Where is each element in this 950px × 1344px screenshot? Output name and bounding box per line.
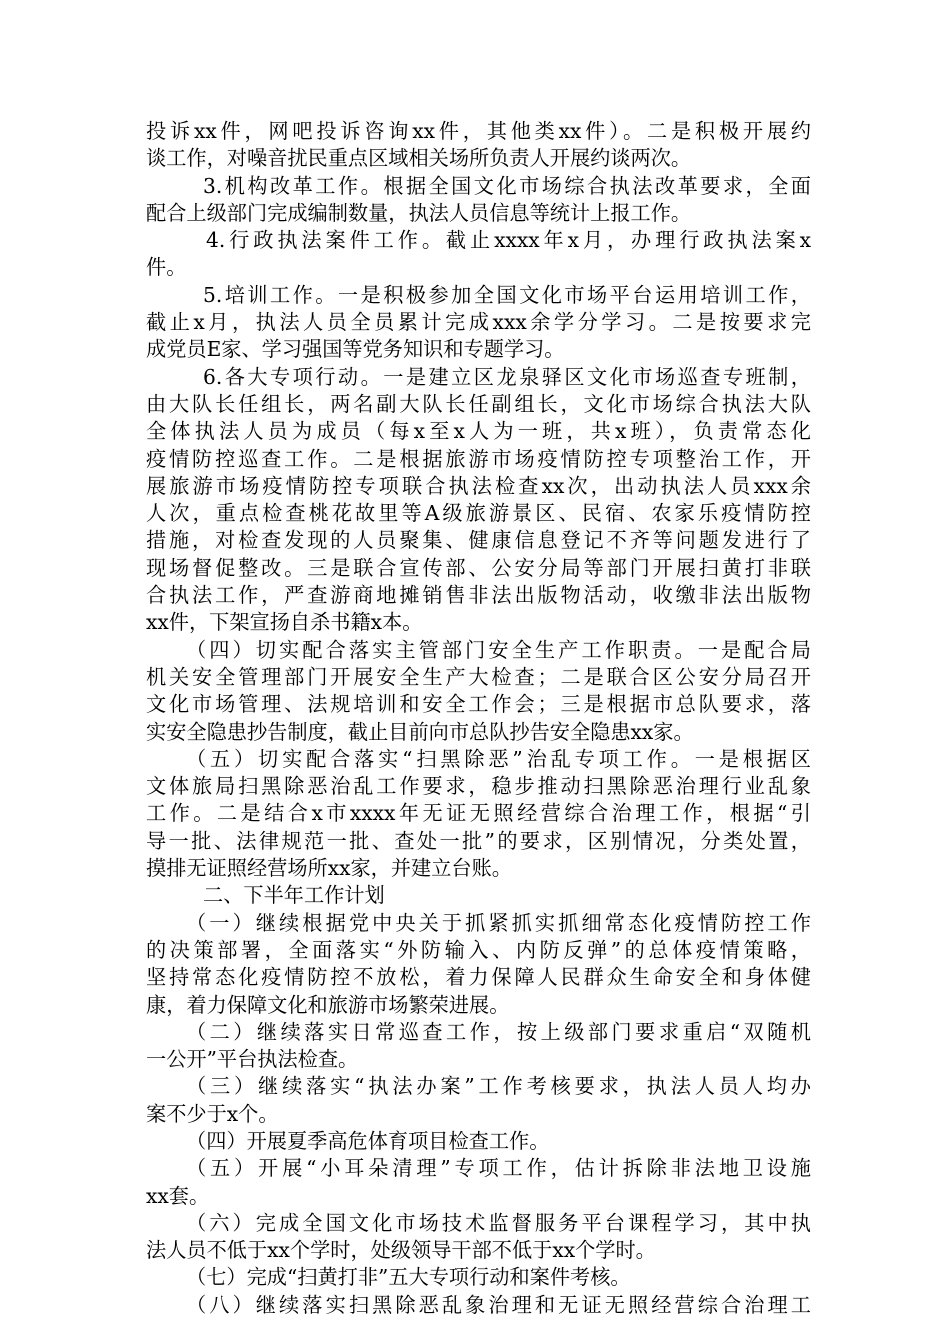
text-line: 实安全隐患抄告制度，截止目前向市总队抄告安全隐患xx家。 bbox=[146, 719, 694, 744]
text-line: 谈工作，对噪音扰民重点区域相关场所负责人开展约谈两次。 bbox=[146, 146, 692, 171]
text-line: 案不少于x个。 bbox=[146, 1101, 279, 1126]
text-line: （四）开展夏季高危体育项目检查工作。 bbox=[186, 1128, 550, 1153]
text-line: 件。 bbox=[146, 255, 187, 280]
text-line: 截止x月，执法人员全员累计完成xxx余学分学习。二是按要求完 bbox=[146, 310, 811, 335]
text-line: 投诉xx件，网吧投诉咨询xx件，其他类xx件）。二是积极开展约 bbox=[146, 119, 811, 143]
text-line: 法人员不低于xx个学时，处级领导干部不低于xx个学时。 bbox=[146, 1238, 656, 1263]
text-line: 文体旅局扫黑除恶治乱工作要求，稳步推动扫黑除恶治理行业乱象 bbox=[146, 774, 811, 799]
text-line: （五）切实配合落实“扫黑除恶”治乱专项工作。一是根据区 bbox=[186, 746, 811, 771]
text-line: 现场督促整改。三是联合宣传部、公安分局等部门开展扫黄打非联 bbox=[146, 555, 811, 580]
text-line: 文化市场管理、法规培训和安全工作会；三是根据市总队要求，落 bbox=[146, 692, 811, 717]
section-heading: 二、下半年工作计划 bbox=[203, 883, 385, 908]
text-line: （五）开展“小耳朵清理”专项工作，估计拆除非法地卫设施 bbox=[186, 1156, 811, 1181]
text-line: 配合上级部门完成编制数量，执法人员信息等统计上报工作。 bbox=[146, 200, 692, 225]
text-line: 5.培训工作。一是积极参加全国文化市场平台运用培训工作， bbox=[203, 282, 811, 307]
text-line: 人次，重点检查桃花故里等A级旅游景区、民宿、农家乐疫情防控 bbox=[146, 501, 811, 526]
text-line: 疫情防控巡查工作。二是根据旅游市场疫情防控专项整治工作，开 bbox=[146, 446, 811, 471]
text-line: （六）完成全国文化市场技术监督服务平台课程学习，其中执 bbox=[186, 1210, 811, 1235]
text-line: （一）继续根据党中央关于抓紧抓实抓细常态化疫情防控工作 bbox=[186, 910, 811, 935]
text-line: 成党员E家、学习强国等党务知识和专题学习。 bbox=[146, 337, 565, 362]
text-line: 4.行政执法案件工作。截止xxxx年x月，办理行政执法案x bbox=[206, 228, 811, 253]
text-line: （三）继续落实“执法办案”工作考核要求，执法人员人均办 bbox=[186, 1074, 811, 1099]
text-line: （八）继续落实扫黑除恶乱象治理和无证无照经营综合治理工 bbox=[186, 1292, 811, 1317]
text-line: 导一批、法律规范一批、查处一批”的要求，区别情况，分类处置， bbox=[146, 828, 811, 853]
text-line: 坚持常态化疫情防控不放松，着力保障人民群众生命安全和身体健 bbox=[146, 965, 811, 990]
text-line: 机关安全管理部门开展安全生产大检查；二是联合区公安分局召开 bbox=[146, 664, 811, 689]
text-line: 的决策部署，全面落实“外防输入、内防反弹”的总体疫情策略， bbox=[146, 937, 811, 962]
document-body bbox=[146, 118, 811, 1319]
text-line: （二）继续落实日常巡查工作，按上级部门要求重启“双随机 bbox=[186, 1019, 811, 1044]
text-line: （四）切实配合落实主管部门安全生产工作职责。一是配合局 bbox=[186, 637, 811, 662]
text-line: 3.机构改革工作。根据全国文化市场综合执法改革要求，全面 bbox=[203, 173, 811, 198]
text-line: 由大队长任组长，两名副大队长任副组长，文化市场综合执法大队 bbox=[146, 391, 811, 416]
text-line: （七）完成“扫黄打非”五大专项行动和案件考核。 bbox=[186, 1265, 631, 1290]
text-line: xx套。 bbox=[146, 1183, 210, 1208]
text-line: 摸排无证照经营场所xx家，并建立台账。 bbox=[146, 856, 512, 881]
text-line: 展旅游市场疫情防控专项联合执法检查xx次，出动执法人员xxx余 bbox=[146, 473, 811, 498]
text-line: 合执法工作，严查游商地摊销售非法出版物活动，收缴非法出版物 bbox=[146, 583, 811, 608]
text-line: 全体执法人员为成员（每x至x人为一班，共x班），负责常态化 bbox=[146, 419, 811, 444]
text-line: 一公开”平台执法检查。 bbox=[146, 1047, 359, 1072]
text-line: 康，着力保障文化和旅游市场繁荣进展。 bbox=[146, 992, 510, 1017]
text-line: 6.各大专项行动。一是建立区龙泉驿区文化市场巡查专班制， bbox=[203, 364, 811, 389]
text-line: 工作。二是结合x市xxxx年无证无照经营综合治理工作，根据“引 bbox=[146, 801, 811, 826]
text-line: xx件，下架宣扬自杀书籍x本。 bbox=[146, 610, 423, 635]
text-line: 措施，对检查发现的人员聚集、健康信息登记不齐等问题发进行了 bbox=[146, 528, 811, 553]
